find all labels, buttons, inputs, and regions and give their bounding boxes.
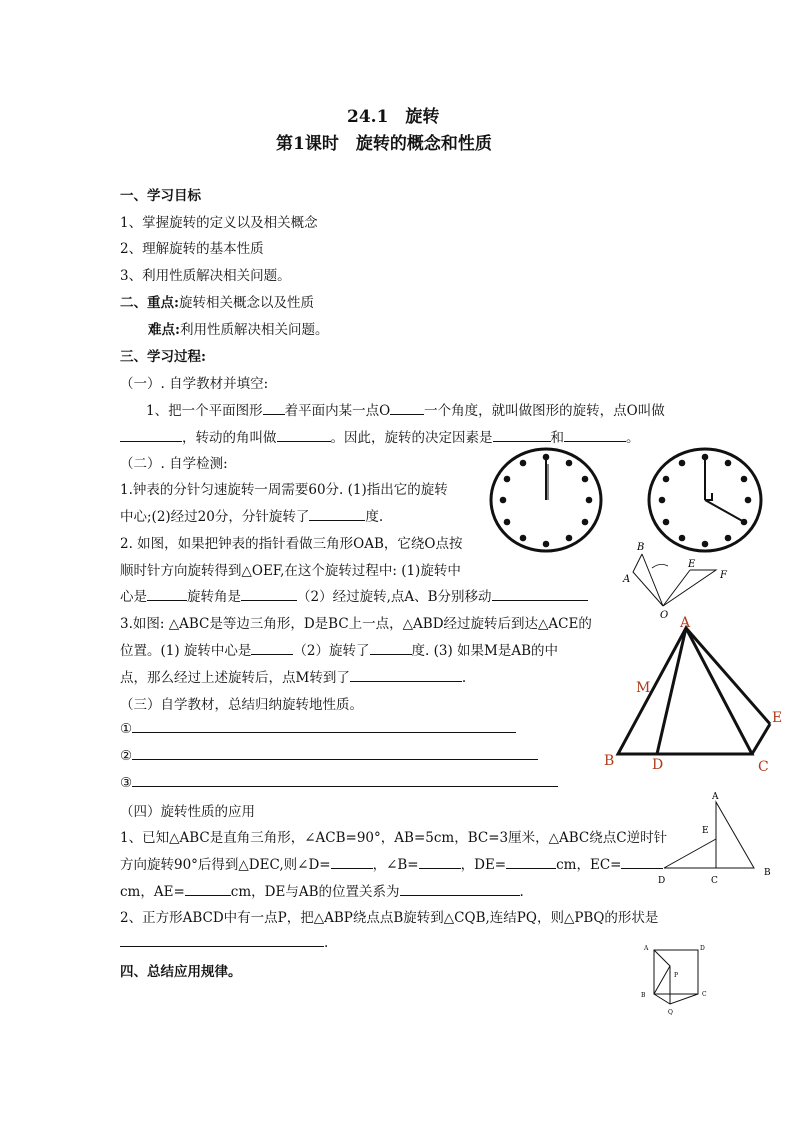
q-text: （2）经过旋转,点A、B分别移动 — [297, 589, 492, 605]
q-text: . — [324, 935, 329, 951]
label-b: B — [637, 542, 645, 553]
q-text: 心是 — [120, 589, 147, 605]
label-c: C — [711, 876, 718, 886]
segment-de — [664, 839, 716, 868]
rotation-arc — [652, 564, 668, 568]
label-c: C — [758, 759, 769, 775]
part2-q2-line1: 2. 如图，如果把钟表的指针看做三角形OAB，它绕O点按 — [120, 536, 463, 552]
property-line — [120, 773, 558, 791]
blank[interactable] — [370, 641, 412, 655]
label-e: E — [772, 710, 783, 726]
property-line — [120, 746, 538, 764]
property-mark: ① — [120, 721, 133, 737]
segment-ad — [657, 628, 686, 754]
label-b: B — [641, 992, 646, 999]
part2-q1-line2 — [120, 505, 383, 525]
section-summary-heading: 四、总结应用规律。 — [120, 964, 242, 980]
q1-text: ，转动的角叫做 — [182, 430, 277, 446]
key-point-label: 二、重点: — [120, 295, 179, 311]
part2-q2-line3 — [120, 585, 588, 605]
blank[interactable] — [492, 587, 588, 601]
q1-text: 。 — [626, 430, 640, 446]
label-m: M — [636, 680, 651, 696]
clock-figure-1 — [488, 446, 604, 554]
part1-q1-line1 — [146, 399, 665, 419]
hour-hand — [705, 493, 712, 500]
segment-ce — [752, 724, 770, 754]
label-o: O — [660, 610, 669, 621]
blank[interactable] — [132, 746, 538, 760]
part2-q1-line1: 1.钟表的分针匀速旋转一周需要60分. (1)指出它的旋转 — [120, 482, 448, 498]
q1-text: 1、把一个平面图形 — [146, 403, 263, 419]
page-title: 24.1 旋转 — [347, 107, 440, 127]
blank[interactable] — [400, 882, 520, 896]
label-a: A — [644, 945, 649, 952]
label-d: D — [658, 876, 666, 886]
property-line — [120, 719, 516, 737]
second-hand — [705, 500, 746, 523]
blank[interactable] — [147, 587, 187, 601]
blank[interactable] — [120, 428, 182, 442]
blank[interactable] — [350, 668, 462, 682]
label-c: C — [702, 991, 707, 998]
blank[interactable] — [241, 587, 297, 601]
label-b: B — [604, 753, 615, 769]
q1-text: 一个角度，就叫做图形的旋转，点O叫做 — [424, 403, 665, 419]
segment-cq-qb — [654, 994, 698, 1004]
square-figure — [636, 938, 716, 1020]
part4-q1-line2 — [120, 853, 663, 873]
part1-q1-line2 — [120, 426, 640, 446]
property-mark: ③ — [120, 775, 133, 791]
goal-item: 1、掌握旋转的定义以及相关概念 — [120, 215, 318, 231]
label-f: F — [720, 570, 727, 581]
part2-q3-line3 — [120, 666, 466, 686]
part2-q2-line2: 顺时针方向旋转得到△OEF,在这个旋转过程中: (1)旋转中 — [120, 563, 461, 579]
label-a: A — [680, 615, 691, 631]
key-point-text: 旋转相关概念以及性质 — [178, 295, 314, 311]
blank[interactable] — [309, 507, 365, 521]
part3-heading: （三）自学教材，总结归纳旋转地性质。 — [120, 697, 363, 713]
label-a: A — [712, 792, 719, 802]
q-text: 中心;(2)经过20分，分针旋转了 — [120, 509, 310, 525]
part2-q3-line2 — [120, 639, 558, 659]
blank[interactable] — [506, 855, 556, 869]
q-text: . — [461, 670, 467, 686]
q-text: 度. (3) 如果M是AB的中 — [411, 643, 559, 659]
label-d: D — [700, 945, 705, 952]
label-e: E — [702, 826, 709, 836]
key-point-line — [120, 291, 314, 311]
q1-text: 。因此，旋转的决定因素是 — [330, 430, 493, 446]
part4-q2-line1: 2、正方形ABCD中有一点P，把△ABP绕点点B旋转到△CQB,连结PQ，则△PBQ的形状是 — [120, 910, 659, 926]
part1-heading: （一）. 自学教材并填空: — [120, 376, 269, 392]
blank[interactable] — [132, 719, 516, 733]
blank[interactable] — [185, 882, 231, 896]
label-e: E — [688, 559, 696, 570]
difficulty-text: 利用性质解决相关问题。 — [179, 322, 329, 338]
q-text: ，∠B= — [372, 857, 419, 873]
right-triangle-figure — [650, 788, 780, 888]
q-text: 旋转角是 — [187, 589, 241, 605]
rotation-figure-oab — [622, 540, 734, 620]
part4-q1-line1: 1、已知△ABC是直角三角形，∠ACB=90°，AB=5cm，BC=3厘米，△ABC绕点C逆时针 — [120, 830, 668, 846]
q-text: cm，DE与AB的位置关系为 — [230, 884, 400, 900]
q-text: . — [519, 884, 524, 900]
blank[interactable] — [390, 401, 424, 415]
part4-q1-line3 — [120, 880, 524, 900]
label-b: B — [764, 868, 771, 878]
blank[interactable] — [132, 773, 558, 787]
q1-text: 和 — [550, 430, 564, 446]
label-q: Q — [668, 1009, 673, 1016]
goal-item: 3、利用性质解决相关问题。 — [120, 268, 291, 284]
blank[interactable] — [251, 641, 293, 655]
q-text: ，DE= — [460, 857, 507, 873]
triangle-oef — [663, 570, 716, 606]
q-text: 点，那么经过上述旋转后，点M转到了 — [120, 670, 350, 686]
page-subtitle: 第1课时 旋转的概念和性质 — [276, 134, 492, 154]
goal-item: 2、理解旋转的基本性质 — [120, 241, 264, 257]
triangle-abc — [716, 802, 754, 868]
q-text: cm，AE= — [120, 884, 185, 900]
part4-q2-line2 — [120, 933, 328, 951]
equilateral-triangle-figure — [598, 612, 788, 778]
difficulty-line — [148, 318, 328, 338]
part2-heading: （二）. 自学检测: — [120, 456, 228, 472]
triangle-oab — [633, 554, 663, 606]
q-text: 位置。(1) 旋转中心是 — [120, 643, 252, 659]
q-text: cm，EC= — [556, 857, 622, 873]
blank[interactable] — [493, 428, 551, 442]
blank[interactable] — [331, 855, 373, 869]
property-mark: ② — [120, 748, 133, 764]
clock-figure-2 — [646, 446, 764, 554]
q-text: 方向旋转90°后得到△DEC,则∠D= — [120, 857, 331, 873]
label-d: D — [652, 757, 664, 773]
q-text: （2）旋转了 — [293, 643, 370, 659]
q-text: 度. — [365, 509, 384, 525]
blank[interactable] — [120, 933, 324, 947]
section-process-heading: 三、学习过程: — [120, 349, 206, 365]
difficulty-label: 难点: — [148, 322, 180, 338]
blank[interactable] — [277, 428, 331, 442]
section-goals-heading: 一、学习目标 — [120, 188, 201, 204]
label-a: A — [623, 574, 631, 585]
segment-ap-pb — [654, 950, 670, 994]
blank[interactable] — [564, 428, 626, 442]
part4-heading: （四）旋转性质的应用 — [120, 804, 255, 820]
blank[interactable] — [263, 401, 285, 415]
q1-text: 着平面内某一点O — [284, 403, 391, 419]
label-p: P — [674, 972, 679, 979]
part2-q3-line1: 3.如图: △ABC是等边三角形，D是BC上一点，△ABD经过旋转后到达△ACE的 — [120, 616, 592, 632]
blank[interactable] — [419, 855, 461, 869]
